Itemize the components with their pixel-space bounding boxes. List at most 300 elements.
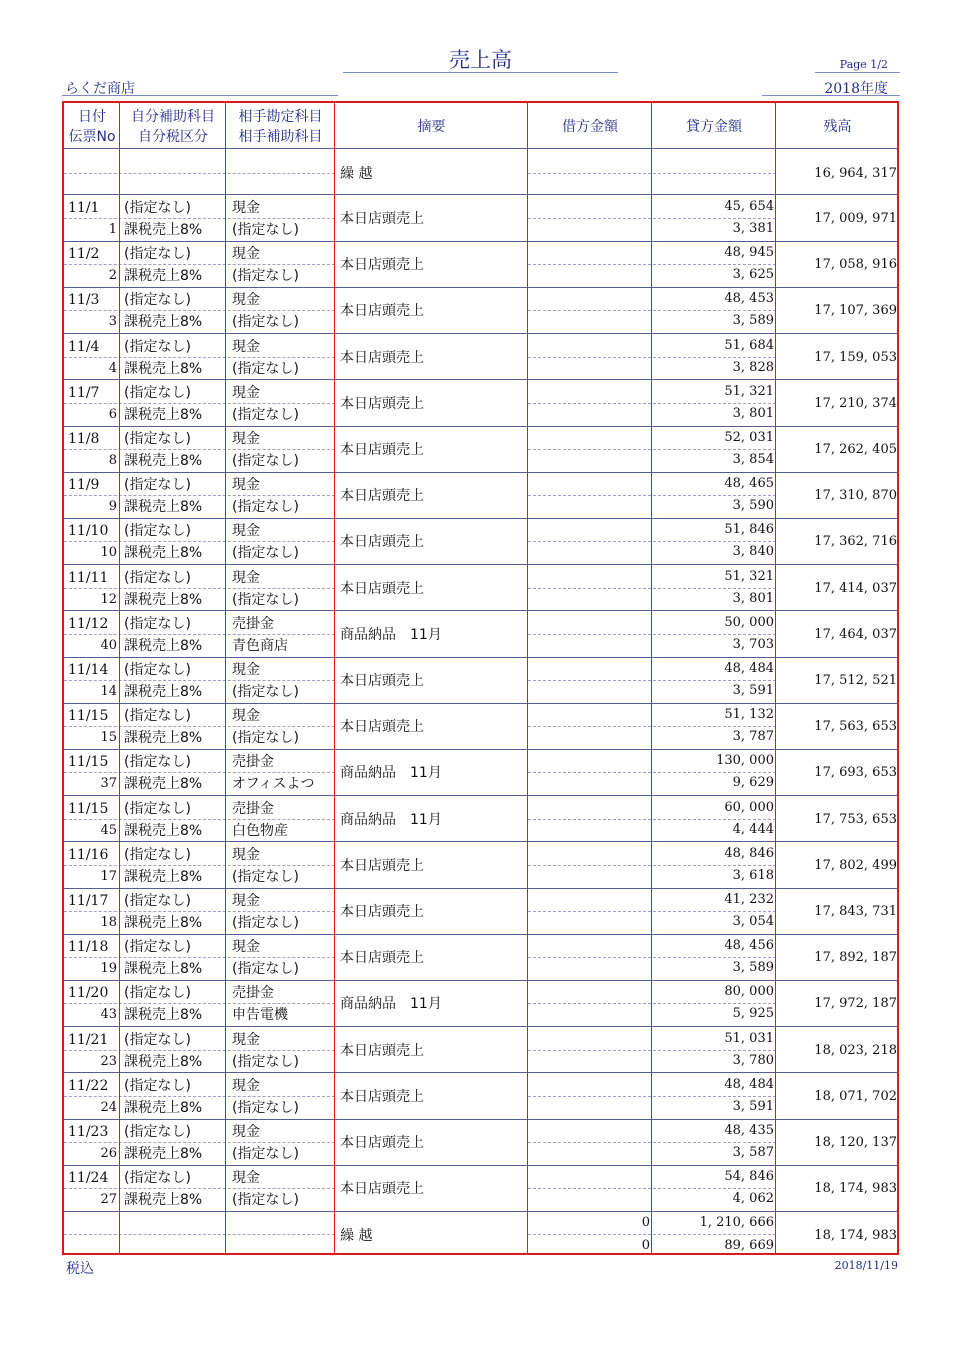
row-balance: 17, 892, 187 bbox=[814, 950, 897, 966]
row-tax-amount: 3, 801 bbox=[732, 590, 774, 606]
row-credit: 60, 000 bbox=[724, 799, 774, 815]
row-divider bbox=[64, 795, 897, 796]
row-date: 11/14 bbox=[68, 662, 109, 678]
row-balance: 17, 753, 653 bbox=[814, 811, 897, 827]
row-tax-amount: 3, 801 bbox=[732, 405, 774, 421]
row-summary: 本日店頭売上 bbox=[340, 719, 424, 736]
row-date: 11/2 bbox=[68, 246, 100, 263]
row-date: 11/9 bbox=[68, 477, 100, 494]
col-other-acct-header: 相手勘定科目 bbox=[238, 109, 323, 125]
row-account: 現金 bbox=[232, 662, 260, 678]
row-tax-amount: 3, 854 bbox=[732, 452, 774, 467]
row-tax-amount: 9, 629 bbox=[732, 775, 774, 791]
row-balance: 17, 310, 870 bbox=[814, 488, 897, 504]
row-divider bbox=[64, 564, 897, 565]
row-slip-no: 24 bbox=[100, 1099, 117, 1115]
row-date: 11/12 bbox=[68, 615, 109, 632]
row-own-sub: (指定なし) bbox=[124, 200, 191, 216]
row-summary: 本日店頭売上 bbox=[340, 257, 424, 274]
row-summary: 本日店頭売上 bbox=[340, 1042, 424, 1059]
row-date: 11/10 bbox=[68, 523, 109, 540]
col-divider bbox=[775, 103, 776, 1253]
row-slip-no: 43 bbox=[100, 1007, 117, 1023]
row-mid-dash bbox=[64, 1050, 335, 1051]
row-sub-account: (指定なし) bbox=[232, 868, 299, 885]
row-slip-no: 9 bbox=[108, 499, 117, 515]
row-credit: 48, 484 bbox=[724, 661, 774, 676]
row-credit: 48, 465 bbox=[724, 476, 774, 492]
row-sub-account: (指定なし) bbox=[232, 730, 299, 747]
row-divider bbox=[64, 703, 897, 704]
row-credit: 52, 031 bbox=[724, 430, 774, 445]
row-tax-class: 課税売上8% bbox=[124, 868, 203, 885]
row-divider bbox=[64, 472, 897, 473]
row-balance: 17, 362, 716 bbox=[814, 534, 897, 550]
header-divider bbox=[64, 148, 897, 149]
row-mid-dash bbox=[528, 957, 776, 958]
col-date-header: 日付 bbox=[78, 109, 106, 125]
row-mid-dash bbox=[528, 264, 776, 265]
row-mid-dash bbox=[528, 1050, 776, 1051]
row-own-sub: (指定なし) bbox=[124, 1077, 191, 1094]
row-divider bbox=[64, 333, 897, 334]
row-account: 現金 bbox=[232, 708, 260, 725]
row-mid-dash bbox=[528, 310, 776, 311]
row-sub-account: (指定なし) bbox=[232, 268, 299, 285]
row-divider bbox=[64, 1211, 897, 1212]
row-summary: 本日店頭売上 bbox=[340, 857, 424, 874]
row-balance: 17, 107, 369 bbox=[814, 303, 897, 319]
row-mid-dash bbox=[528, 726, 776, 727]
row-balance: 18, 120, 137 bbox=[814, 1135, 897, 1150]
row-sub-account: (指定なし) bbox=[232, 406, 299, 423]
row-credit: 51, 321 bbox=[724, 568, 774, 584]
row-tax-amount: 3, 589 bbox=[732, 960, 774, 976]
row-tax-amount: 3, 589 bbox=[732, 313, 774, 329]
col-debit-header: 借方金額 bbox=[562, 119, 618, 135]
row-divider bbox=[64, 657, 897, 658]
row-credit: 51, 684 bbox=[724, 337, 774, 353]
carry-forward-balance: 16, 964, 317 bbox=[814, 166, 897, 181]
row-balance: 17, 414, 037 bbox=[814, 580, 897, 596]
row-mid-dash bbox=[64, 634, 335, 635]
row-own-sub: (指定なし) bbox=[124, 708, 191, 725]
row-credit: 48, 484 bbox=[724, 1076, 774, 1092]
row-own-sub: (指定なし) bbox=[124, 477, 191, 494]
row-credit: 51, 132 bbox=[724, 707, 774, 723]
row-tax-amount: 3, 618 bbox=[732, 867, 774, 883]
row-mid-dash bbox=[528, 541, 776, 542]
row-balance: 17, 262, 405 bbox=[814, 442, 897, 457]
total-dash bbox=[528, 1234, 776, 1235]
row-credit: 50, 000 bbox=[724, 614, 774, 630]
row-tax-class: 課税売上8% bbox=[124, 961, 203, 978]
row-sub-account: (指定なし) bbox=[232, 545, 299, 562]
row-mid-dash bbox=[528, 911, 776, 912]
row-account: 現金 bbox=[232, 246, 260, 263]
row-tax-class: 課税売上8% bbox=[124, 406, 203, 423]
row-sub-account: (指定なし) bbox=[232, 1146, 299, 1162]
row-balance: 17, 210, 374 bbox=[814, 395, 897, 411]
row-account: 現金 bbox=[232, 1031, 260, 1048]
row-tax-class: 課税売上8% bbox=[124, 1053, 203, 1070]
row-sub-account: (指定なし) bbox=[232, 453, 299, 469]
row-account: 現金 bbox=[232, 846, 260, 863]
row-summary: 商品納品 11月 bbox=[340, 811, 442, 828]
row-tax-amount: 4, 444 bbox=[732, 821, 774, 837]
row-balance: 17, 843, 731 bbox=[814, 904, 897, 919]
row-date: 11/20 bbox=[68, 985, 109, 1002]
row-own-sub: (指定なし) bbox=[124, 569, 191, 586]
row-mid-dash bbox=[64, 541, 335, 542]
row-tax-amount: 3, 587 bbox=[732, 1145, 774, 1160]
row-account: 現金 bbox=[232, 384, 260, 401]
row-slip-no: 18 bbox=[100, 915, 117, 930]
row-summary: 本日店頭売上 bbox=[340, 395, 424, 412]
row-slip-no: 8 bbox=[108, 453, 117, 468]
row-date: 11/21 bbox=[68, 1031, 109, 1048]
row-mid-dash bbox=[528, 634, 776, 635]
row-tax-class: 課税売上8% bbox=[124, 730, 203, 747]
row-slip-no: 6 bbox=[108, 406, 117, 422]
row-mid-dash bbox=[64, 218, 335, 219]
row-date: 11/15 bbox=[68, 708, 109, 725]
row-own-sub: (指定なし) bbox=[124, 431, 191, 447]
row-divider bbox=[64, 379, 897, 380]
row-summary: 本日店頭売上 bbox=[340, 211, 424, 227]
row-summary: 本日店頭売上 bbox=[340, 904, 424, 920]
row-account: 売掛金 bbox=[232, 754, 274, 771]
row-tax-class: 課税売上8% bbox=[124, 776, 203, 793]
row-tax-amount: 3, 787 bbox=[732, 729, 774, 745]
row-mid-dash bbox=[528, 218, 776, 219]
row-balance: 18, 174, 983 bbox=[814, 1181, 897, 1197]
row-date: 11/1 bbox=[68, 200, 100, 216]
row-tax-class: 課税売上8% bbox=[124, 360, 203, 377]
row-sub-account: オフィスよつ bbox=[232, 776, 315, 793]
row-mid-dash bbox=[64, 819, 335, 820]
col-divider bbox=[651, 103, 652, 1253]
row-account: 現金 bbox=[232, 292, 260, 309]
row-date: 11/15 bbox=[68, 800, 109, 817]
col-divider bbox=[527, 103, 528, 1253]
col-other-sub-header: 相手補助科目 bbox=[238, 129, 323, 145]
row-sub-account: (指定なし) bbox=[232, 915, 299, 931]
row-credit: 48, 453 bbox=[724, 291, 774, 307]
row-tax-class: 課税売上8% bbox=[124, 268, 203, 285]
ledger-table bbox=[62, 101, 899, 1255]
row-credit: 130, 000 bbox=[716, 753, 774, 769]
row-divider bbox=[64, 934, 897, 935]
row-credit: 51, 321 bbox=[724, 383, 774, 399]
row-own-sub: (指定なし) bbox=[124, 800, 191, 817]
col-divider bbox=[119, 103, 120, 1253]
row-mid-dash bbox=[64, 588, 335, 589]
print-date: 2018/11/19 bbox=[834, 1259, 898, 1272]
row-balance: 18, 023, 218 bbox=[814, 1042, 897, 1058]
row-mid-dash bbox=[528, 772, 776, 773]
row-slip-no: 3 bbox=[108, 314, 117, 330]
row-slip-no: 26 bbox=[100, 1146, 117, 1161]
row-mid-dash bbox=[64, 1003, 335, 1004]
row-sub-account: (指定なし) bbox=[232, 684, 299, 700]
row-date: 11/15 bbox=[68, 754, 109, 771]
row-own-sub: (指定なし) bbox=[124, 893, 191, 909]
total-credit: 1, 210, 666 bbox=[699, 1215, 774, 1230]
row-own-sub: (指定なし) bbox=[124, 985, 191, 1002]
row-tax-class: 課税売上8% bbox=[124, 1146, 203, 1162]
row-summary: 本日店頭売上 bbox=[340, 950, 424, 967]
row-divider bbox=[64, 1165, 897, 1166]
row-balance: 17, 009, 971 bbox=[814, 211, 897, 226]
row-divider bbox=[64, 1119, 897, 1120]
total-credit-tax: 89, 669 bbox=[724, 1238, 774, 1253]
row-account: 現金 bbox=[232, 939, 260, 956]
row-tax-amount: 5, 925 bbox=[732, 1006, 774, 1022]
fiscal-year: 2018年度 bbox=[824, 81, 888, 97]
row-account: 現金 bbox=[232, 1124, 260, 1140]
row-slip-no: 15 bbox=[100, 730, 117, 746]
tax-note: 税込 bbox=[66, 1261, 94, 1277]
row-mid-dash bbox=[64, 865, 335, 866]
row-tax-class: 課税売上8% bbox=[124, 499, 203, 516]
row-balance: 17, 464, 037 bbox=[814, 626, 897, 642]
row-tax-class: 課税売上8% bbox=[124, 222, 203, 238]
carry-forward-label: 繰 越 bbox=[340, 166, 373, 182]
row-tax-class: 課税売上8% bbox=[124, 314, 203, 331]
row-mid-dash bbox=[64, 357, 335, 358]
row-slip-no: 45 bbox=[100, 822, 117, 838]
row-mid-dash bbox=[64, 1096, 335, 1097]
store-name: らくだ商店 bbox=[65, 81, 135, 97]
carry-forward-dash bbox=[64, 173, 335, 174]
row-date: 11/22 bbox=[68, 1077, 109, 1094]
row-account: 現金 bbox=[232, 200, 260, 216]
row-slip-no: 19 bbox=[100, 961, 117, 977]
row-summary: 商品納品 11月 bbox=[340, 626, 442, 643]
row-mid-dash bbox=[64, 680, 335, 681]
col-divider bbox=[225, 103, 226, 1253]
row-account: 現金 bbox=[232, 431, 260, 447]
row-tax-amount: 3, 840 bbox=[732, 544, 774, 560]
row-sub-account: (指定なし) bbox=[232, 360, 299, 377]
col-own-sub-header: 自分補助科目 bbox=[131, 109, 215, 125]
row-date: 11/24 bbox=[68, 1170, 109, 1187]
row-summary: 本日店頭売上 bbox=[340, 1135, 424, 1151]
row-tax-amount: 3, 591 bbox=[732, 1098, 774, 1114]
row-slip-no: 14 bbox=[100, 684, 117, 699]
row-tax-amount: 3, 780 bbox=[732, 1052, 774, 1068]
row-slip-no: 37 bbox=[100, 776, 117, 792]
row-divider bbox=[64, 610, 897, 611]
row-tax-class: 課税売上8% bbox=[124, 915, 203, 931]
row-credit: 51, 031 bbox=[724, 1030, 774, 1046]
row-sub-account: (指定なし) bbox=[232, 591, 299, 608]
row-tax-class: 課税売上8% bbox=[124, 637, 203, 654]
row-balance: 17, 972, 187 bbox=[814, 996, 897, 1012]
row-account: 現金 bbox=[232, 477, 260, 494]
row-slip-no: 1 bbox=[108, 222, 117, 237]
row-tax-class: 課税売上8% bbox=[124, 591, 203, 608]
row-slip-no: 17 bbox=[100, 868, 117, 884]
row-own-sub: (指定なし) bbox=[124, 292, 191, 309]
row-sub-account: 青色商店 bbox=[232, 637, 288, 654]
row-mid-dash bbox=[64, 495, 335, 496]
row-tax-class: 課税売上8% bbox=[124, 1007, 203, 1024]
row-mid-dash bbox=[528, 865, 776, 866]
row-credit: 48, 846 bbox=[724, 845, 774, 861]
row-own-sub: (指定なし) bbox=[124, 615, 191, 632]
row-slip-no: 23 bbox=[100, 1053, 117, 1069]
row-mid-dash bbox=[64, 726, 335, 727]
row-divider bbox=[64, 841, 897, 842]
row-own-sub: (指定なし) bbox=[124, 523, 191, 540]
row-account: 売掛金 bbox=[232, 800, 274, 817]
row-mid-dash bbox=[64, 1188, 335, 1189]
row-credit: 48, 435 bbox=[724, 1123, 774, 1138]
row-divider bbox=[64, 1072, 897, 1073]
row-own-sub: (指定なし) bbox=[124, 939, 191, 956]
row-summary: 本日店頭売上 bbox=[340, 349, 424, 366]
row-mid-dash bbox=[64, 264, 335, 265]
row-divider bbox=[64, 518, 897, 519]
row-mid-dash bbox=[528, 495, 776, 496]
row-mid-dash bbox=[528, 680, 776, 681]
row-sub-account: 申告電機 bbox=[232, 1007, 288, 1024]
row-slip-no: 10 bbox=[100, 545, 117, 561]
page-number: Page 1/2 bbox=[839, 58, 888, 71]
row-tax-amount: 3, 625 bbox=[732, 267, 774, 283]
page-underline bbox=[815, 72, 900, 73]
row-own-sub: (指定なし) bbox=[124, 846, 191, 863]
row-account: 売掛金 bbox=[232, 985, 274, 1002]
row-mid-dash bbox=[528, 1188, 776, 1189]
row-sub-account: (指定なし) bbox=[232, 314, 299, 331]
row-account: 売掛金 bbox=[232, 615, 274, 632]
row-slip-no: 40 bbox=[100, 637, 117, 653]
row-balance: 17, 058, 916 bbox=[814, 257, 897, 273]
col-own-tax-header: 自分税区分 bbox=[138, 129, 208, 145]
row-tax-class: 課税売上8% bbox=[124, 453, 203, 469]
row-sub-account: (指定なし) bbox=[232, 499, 299, 516]
row-mid-dash bbox=[64, 772, 335, 773]
total-balance: 18, 174, 983 bbox=[814, 1228, 897, 1243]
row-account: 現金 bbox=[232, 1170, 260, 1187]
row-date: 11/8 bbox=[68, 431, 100, 447]
row-balance: 17, 159, 053 bbox=[814, 349, 897, 365]
row-balance: 17, 802, 499 bbox=[814, 857, 897, 873]
row-tax-amount: 3, 590 bbox=[732, 498, 774, 514]
row-summary: 商品納品 11月 bbox=[340, 765, 442, 782]
row-summary: 本日店頭売上 bbox=[340, 303, 424, 320]
row-tax-class: 課税売上8% bbox=[124, 545, 203, 562]
row-summary: 本日店頭売上 bbox=[340, 1181, 424, 1198]
row-divider bbox=[64, 888, 897, 889]
row-mid-dash bbox=[528, 588, 776, 589]
row-mid-dash bbox=[528, 1096, 776, 1097]
store-underline bbox=[62, 95, 338, 96]
row-date: 11/23 bbox=[68, 1124, 109, 1140]
row-slip-no: 4 bbox=[108, 360, 117, 376]
row-tax-amount: 3, 703 bbox=[732, 636, 774, 652]
row-credit: 54, 846 bbox=[724, 1169, 774, 1185]
row-summary: 本日店頭売上 bbox=[340, 673, 424, 689]
total-label: 繰 越 bbox=[340, 1228, 373, 1244]
page-title: 売上高 bbox=[449, 48, 512, 72]
row-divider bbox=[64, 749, 897, 750]
row-mid-dash bbox=[528, 403, 776, 404]
row-summary: 本日店頭売上 bbox=[340, 488, 424, 505]
row-own-sub: (指定なし) bbox=[124, 1031, 191, 1048]
carry-forward-dash bbox=[528, 173, 776, 174]
row-summary: 本日店頭売上 bbox=[340, 580, 424, 597]
col-slip-header: 伝票No bbox=[68, 129, 116, 145]
row-balance: 18, 071, 702 bbox=[814, 1088, 897, 1104]
row-summary: 本日店頭売上 bbox=[340, 534, 424, 551]
row-date: 11/3 bbox=[68, 292, 100, 309]
row-mid-dash bbox=[528, 819, 776, 820]
row-slip-no: 2 bbox=[108, 268, 117, 284]
row-summary: 商品納品 11月 bbox=[340, 996, 442, 1013]
row-mid-dash bbox=[528, 1142, 776, 1143]
row-divider bbox=[64, 194, 897, 195]
row-date: 11/18 bbox=[68, 939, 109, 956]
total-dash bbox=[64, 1234, 335, 1235]
row-balance: 17, 563, 653 bbox=[814, 719, 897, 735]
row-balance: 17, 693, 653 bbox=[814, 765, 897, 781]
row-mid-dash bbox=[64, 310, 335, 311]
row-date: 11/17 bbox=[68, 893, 109, 909]
row-tax-class: 課税売上8% bbox=[124, 1192, 203, 1209]
row-account: 現金 bbox=[232, 569, 260, 586]
col-divider bbox=[334, 103, 335, 1253]
row-own-sub: (指定なし) bbox=[124, 1124, 191, 1140]
row-credit: 80, 000 bbox=[724, 984, 774, 1000]
row-tax-amount: 3, 591 bbox=[732, 683, 774, 698]
row-tax-amount: 3, 828 bbox=[732, 359, 774, 375]
row-tax-amount: 3, 054 bbox=[732, 914, 774, 929]
row-mid-dash bbox=[528, 1003, 776, 1004]
row-account: 現金 bbox=[232, 338, 260, 355]
row-mid-dash bbox=[64, 957, 335, 958]
total-debit-tax: 0 bbox=[641, 1238, 650, 1253]
row-account: 現金 bbox=[232, 1077, 260, 1094]
row-credit: 48, 945 bbox=[724, 245, 774, 261]
row-divider bbox=[64, 1026, 897, 1027]
row-summary: 本日店頭売上 bbox=[340, 442, 424, 458]
row-slip-no: 27 bbox=[100, 1192, 117, 1208]
row-sub-account: (指定なし) bbox=[232, 961, 299, 978]
row-own-sub: (指定なし) bbox=[124, 246, 191, 263]
row-mid-dash bbox=[528, 449, 776, 450]
row-account: 現金 bbox=[232, 893, 260, 909]
row-tax-class: 課税売上8% bbox=[124, 1099, 203, 1116]
row-divider bbox=[64, 241, 897, 242]
row-tax-class: 課税売上8% bbox=[124, 822, 203, 839]
total-debit: 0 bbox=[641, 1215, 650, 1230]
row-mid-dash bbox=[64, 911, 335, 912]
row-credit: 45, 654 bbox=[724, 199, 774, 214]
row-own-sub: (指定なし) bbox=[124, 384, 191, 401]
row-credit: 41, 232 bbox=[724, 892, 774, 907]
row-balance: 17, 512, 521 bbox=[814, 673, 897, 688]
row-tax-amount: 3, 381 bbox=[732, 221, 774, 236]
row-summary: 本日店頭売上 bbox=[340, 1088, 424, 1105]
row-mid-dash bbox=[528, 357, 776, 358]
row-account: 現金 bbox=[232, 523, 260, 540]
row-tax-amount: 4, 062 bbox=[732, 1191, 774, 1207]
col-summary-header: 摘要 bbox=[417, 119, 446, 135]
